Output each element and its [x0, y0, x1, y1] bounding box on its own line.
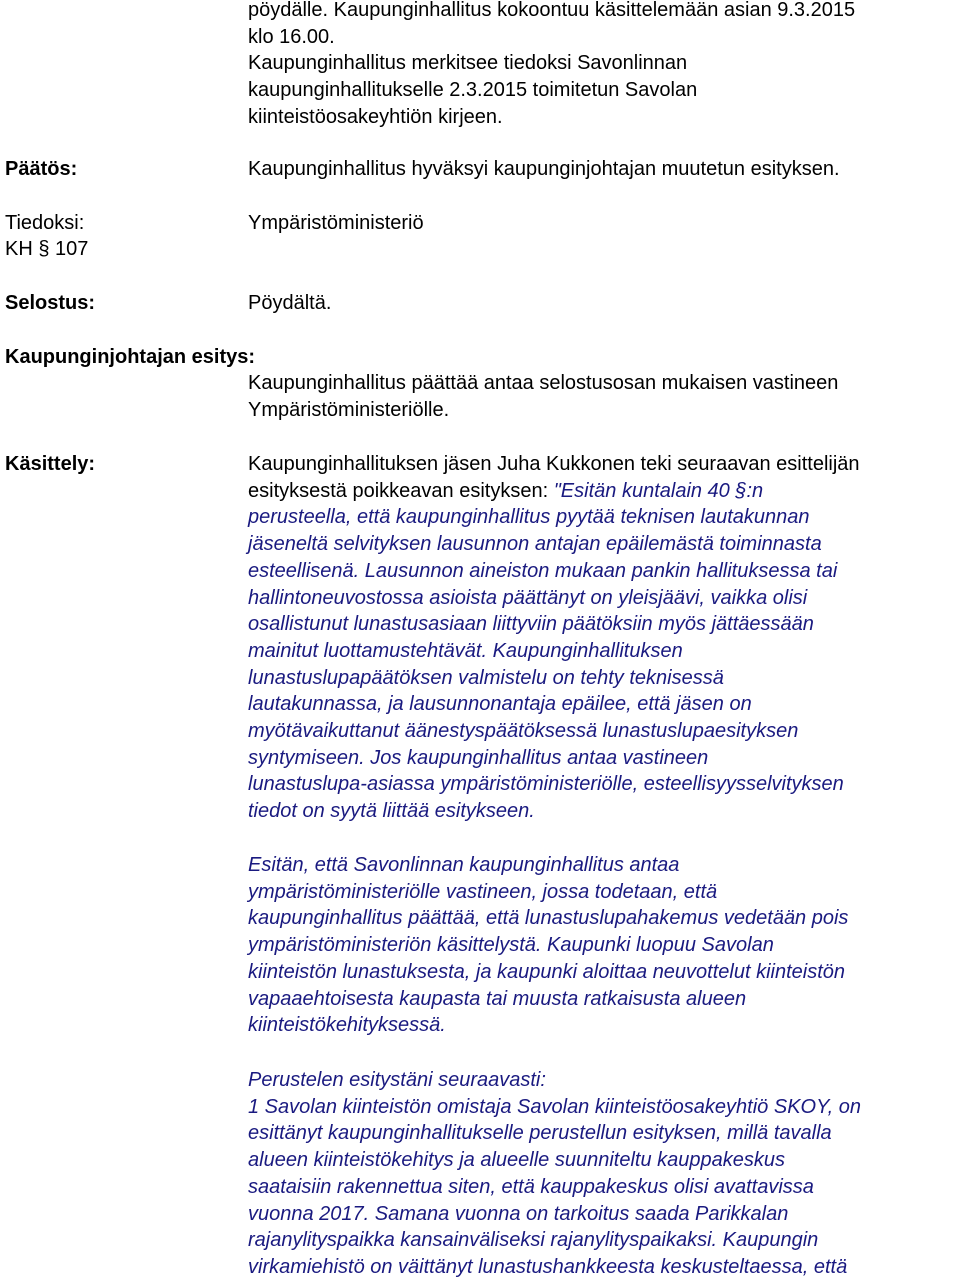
text-line: virkamiehistö on väittänyt lunastushankkeesta keskusteltaessa, että	[248, 1255, 848, 1278]
tiedoksi-label: Tiedoksi:	[5, 212, 85, 234]
text-line: tiedot on syytä liittää esitykseen.	[248, 800, 535, 823]
text-line: klo 16.00.	[248, 25, 335, 48]
text-line: osallistunut lunastusasiaan liittyviin päätöksiin myös jättäessään	[248, 613, 814, 636]
text-line: vapaaehtoisesta kaupasta tai muusta ratkaisusta alueen	[248, 987, 747, 1010]
text-line: kiinteistökehityksessä.	[248, 1014, 446, 1037]
text-line: lunastuslupapäätöksen valmistelu on tehty teknisessä	[248, 666, 724, 689]
text-line: esittänyt kaupunginhallitukselle perustellun esityksen, millä tavalla	[248, 1122, 832, 1145]
text-line: Ympäristöministeriölle.	[248, 398, 450, 421]
text-line: 1 Savolan kiinteistön omistaja Savolan kiinteistöosakeyhtiö SKOY, on	[248, 1095, 861, 1118]
text-line: myötävaikuttanut äänestyspäätöksessä lunastuslupaesityksen	[248, 720, 799, 743]
text-line: mainitut luottamustehtävät. Kaupunginhallituksen	[248, 639, 683, 662]
top-continuation	[248, 0, 960, 131]
kasittely-paragraph-3	[248, 1067, 960, 1281]
text-line: rajanylityspaikka kansainväliseksi rajanylityspaikaksi. Kaupungin	[248, 1229, 819, 1252]
text-line: lautakunnassa, ja lausunnonantaja epäilee, että jäsen on	[248, 693, 752, 716]
proposal-quote-start: "Esitän kuntalain 40 §:n	[553, 479, 764, 502]
text-line: alueen kiinteistökehitys ja alueelle suunniteltu kauppakeskus	[248, 1149, 786, 1172]
selostus-label: Selostus:	[5, 292, 96, 314]
paatos-text: Kaupunginhallitus hyväksyi kaupunginjohtajan muutetun esityksen.	[248, 158, 840, 180]
text-line: vuonna 2017. Samana vuonna on tarkoitus saada Parikkalan	[248, 1202, 789, 1225]
text-line: Kaupunginhallituksen jäsen Juha Kukkonen teki seuraavan esittelijän	[248, 453, 860, 475]
text-line: kaupunginhallitus päättää, että lunastuslupahakemus vedetään pois	[248, 907, 849, 930]
esitys-label: Kaupunginjohtajan esitys:	[5, 346, 256, 368]
text-line: ympäristöministeriölle vastineen, jossa todetaan, että	[248, 880, 718, 903]
paatos-label: Päätös:	[5, 158, 78, 180]
text-line: Kaupunginhallitus päättää antaa selostusosan mukaisen vastineen	[248, 372, 839, 394]
text-line: esteellisenä. Lausunnon aineiston mukaan pankin hallituksessa tai	[248, 559, 838, 582]
esitys-text	[248, 370, 960, 423]
selostus-text: Pöydältä.	[248, 292, 332, 314]
kasittely-label: Käsittely:	[5, 453, 96, 475]
text-line: ympäristöministeriön käsittelystä. Kaupunki luopuu Savolan	[248, 934, 774, 957]
kasittely-paragraph-1	[248, 451, 960, 825]
text-line: Kaupunginhallitus merkitsee tiedoksi Savonlinnan	[248, 52, 688, 75]
tiedoksi-text: Ympäristöministeriö	[248, 212, 424, 234]
text-line: esityksestä poikkeavan esityksen: "Esitän kuntalain 40 §:n	[248, 479, 764, 502]
text-line: kiinteistön lunastuksesta, ja kaupunki aloittaa neuvottelut kiinteistön	[248, 960, 846, 983]
text-line: Esitän, että Savonlinnan kaupunginhallitus antaa	[248, 854, 680, 876]
text-line: hallintoneuvostossa asioista päättänyt on yleisjäävi, vaikka olisi	[248, 586, 808, 609]
text-line: jäseneltä selvityksen lausunnon antajan epäilemästä toiminnasta	[248, 533, 822, 556]
text-line: lunastuslupa-asiassa ympäristöministeriölle, esteellisyysselvityksen	[248, 773, 844, 796]
kasittely-paragraph-2	[248, 852, 960, 1039]
text-line: kaupunginhallitukselle 2.3.2015 toimitetun Savolan	[248, 79, 698, 102]
text-line: Perustelen esitystäni seuraavasti:	[248, 1069, 546, 1091]
text-line: syntymiseen. Jos kaupunginhallitus antaa vastineen	[248, 746, 709, 769]
tiedoksi-reference: KH § 107	[5, 238, 89, 260]
text-line: saataisiin rakennettua siten, että kauppakeskus olisi avattavissa	[248, 1175, 814, 1198]
text-line: kiinteistöosakeyhtiön kirjeen.	[248, 105, 503, 128]
text-line: perusteella, että kaupunginhallitus pyytää teknisen lautakunnan	[248, 506, 810, 529]
text-line: pöydälle. Kaupunginhallitus kokoontuu käsittelemään asian 9.3.2015	[248, 0, 856, 21]
